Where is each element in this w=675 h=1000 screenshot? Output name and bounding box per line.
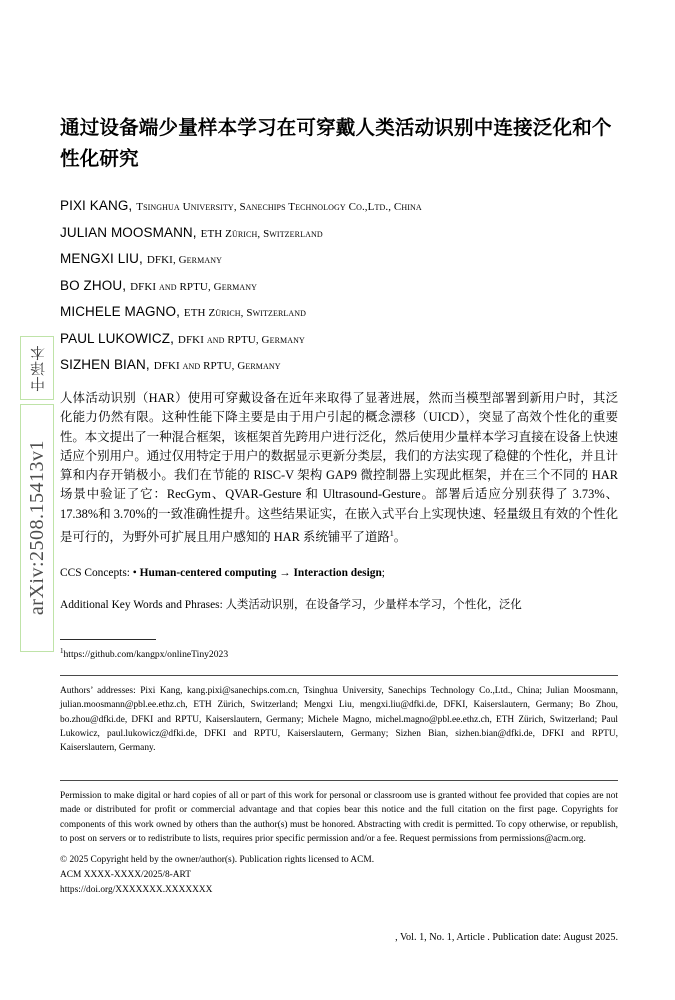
doi-line[interactable]: https://doi.org/XXXXXXX.XXXXXXX: [60, 884, 213, 895]
arxiv-identifier-box[interactable]: [20, 404, 54, 652]
keywords-line: [60, 597, 618, 614]
footnote-marker: 1: [60, 646, 64, 655]
permission-block: [60, 780, 618, 897]
ccs-concept-value: Human-centered computing → Interaction design: [139, 566, 382, 579]
author-entry: [60, 356, 618, 375]
arxiv-identifier-label: arXiv:2508.15413v1: [25, 440, 48, 616]
translation-badge: [20, 336, 54, 400]
author-affiliation: DFKI and RPTU, Germany: [130, 280, 257, 293]
abstract-text: 人体活动识别（HAR）使用可穿戴设备在近年来取得了显著进展，然而当模型部署到新用户时，其泛化能力仍然有限。这种性能下降主要是由于用户引起的概念漂移（UICD），突显了高效个性化的重要性。本文提出了一种混合框架，该框架首先跨用户进行泛化，然后使用少量样本学习直接在设备上快速适应个别用户。通过仅用特定于用户的数据显示更新分类层，我们的方法实现了稳健的个性化，并且计算和内存开销极小。我们在节能的 RISC-V 架构 GAP9 微控制器上实现此框架，并在三个不同的 HAR 场景中验证了它：RecGym、QVAR-Gesture 和 Ultrasound-Gesture。部署后适应分别获得了 3.73%、17.38%和 3.70%的一致准确性提升。这些结果证实，在嵌入式平台上实现快速、轻量级且有效的个性化是可行的，为野外可扩展且用户感知的 HAR 系统铺平了道路: [60, 391, 618, 545]
author-name: MICHELE MAGNO,: [60, 304, 180, 319]
copyright-line: © 2025 Copyright held by the owner/author(s). Publication rights licensed to ACM.: [60, 855, 375, 866]
authors-addresses-block: [60, 675, 618, 756]
footnote-divider: [60, 639, 156, 640]
footnote-block: [60, 639, 618, 661]
author-affiliation: ETH Zürich, Switzerland: [183, 307, 307, 319]
author-affiliation: Tsinghua University, Sanechips Technology Co.,Ltd., China: [136, 201, 422, 213]
page-title: 通过设备端少量样本学习在可穿戴人类活动识别中连接泛化和个性化研究: [60, 116, 612, 170]
author-affiliation: DFKI, Germany: [146, 254, 222, 266]
author-name: PIXI KANG,: [60, 198, 133, 213]
translation-badge-label: 中译本: [28, 344, 47, 392]
author-affiliation: DFKI and RPTU, Germany: [177, 333, 305, 346]
author-entry: [60, 303, 618, 322]
ccs-concepts: [60, 565, 618, 582]
acm-id-line: ACM XXXX-XXXX/2025/8-ART: [60, 869, 191, 880]
author-entry: [60, 330, 618, 349]
arxiv-stamp-rail: [20, 336, 54, 652]
footnote-url[interactable]: https://github.com/kangpx/onlineTiny2023: [63, 648, 229, 660]
author-name: JULIAN MOOSMANN,: [60, 224, 197, 240]
author-entry: [60, 277, 618, 296]
abstract-footnote-marker: 1: [389, 529, 394, 539]
author-affiliation: ETH Zürich, Switzerland: [200, 227, 323, 240]
abstract-paragraph: [60, 389, 618, 548]
ccs-tail: ;: [381, 566, 385, 579]
page-footer: , Vol. 1, No. 1, Article . Publication date: August 2025.: [395, 932, 618, 943]
keywords-label: Additional Key Words and Phrases:: [60, 598, 226, 611]
author-list: [60, 197, 618, 375]
permission-divider: [60, 780, 618, 781]
addresses-divider: [60, 675, 618, 676]
copyright-block: [60, 853, 618, 897]
paper-page: [60, 0, 618, 1000]
ccs-label: CCS Concepts: •: [60, 566, 140, 579]
author-name: BO ZHOU,: [60, 277, 127, 293]
author-name: SIZHEN BIAN,: [60, 357, 150, 372]
keywords-value: 人类活动识别，在设备学习，少量样本学习，个性化，泛化: [225, 598, 522, 611]
author-name: MENGXI LIU,: [60, 251, 143, 266]
footnote-item: [60, 645, 618, 661]
author-entry: [60, 197, 618, 216]
author-name: PAUL LUKOWICZ,: [60, 330, 174, 346]
permission-text: Permission to make digital or hard copies of all or part of this work for personal or classroom use is granted without fee provided that copies are not made or distributed for profit or commercial advantage and that copies bear this notice and the full citation on the first page. Copyrights for components of this work owned by others than the author(s) must be honored. Abstracting with credit is permitted. To copy otherwise, or republish, to post on servers or to redistribute to lists, requires prior specific permission and/or a fee. Request permissions from permissions@acm.org.: [60, 790, 618, 844]
author-entry: [60, 224, 618, 243]
authors-addresses-text: Authors’ addresses: Pixi Kang, kang.pixi@sanechips.com.cn, Tsinghua University, Sanechips Technology Co.,Ltd., China; Julian Moosmann, julian.moosmann@pbl.ee.ethz.ch, ETH Zürich, Switzerland; Mengxi Liu, mengxi.liu@dfki.de, DFKI, Kaiserslautern, Germany; Bo Zhou, bo.zhou@dfki.de, DFKI and RPTU, Kaiserslautern, Germany; Michele Magno, michel.magno@pbl.ee.ethz.ch, ETH Zürich, Switzerland; Paul Lukowicz, paul.lukowicz@dfki.de, DFKI and RPTU, Kaiserslautern, Germany; Sizhen Bian, sizhen.bian@dfki.de, DFKI and RPTU, Kaiserslautern, Germany.: [60, 685, 618, 754]
abstract-tail: 。: [393, 530, 407, 545]
author-entry: [60, 250, 618, 269]
author-affiliation: DFKI and RPTU, Germany: [153, 360, 281, 372]
